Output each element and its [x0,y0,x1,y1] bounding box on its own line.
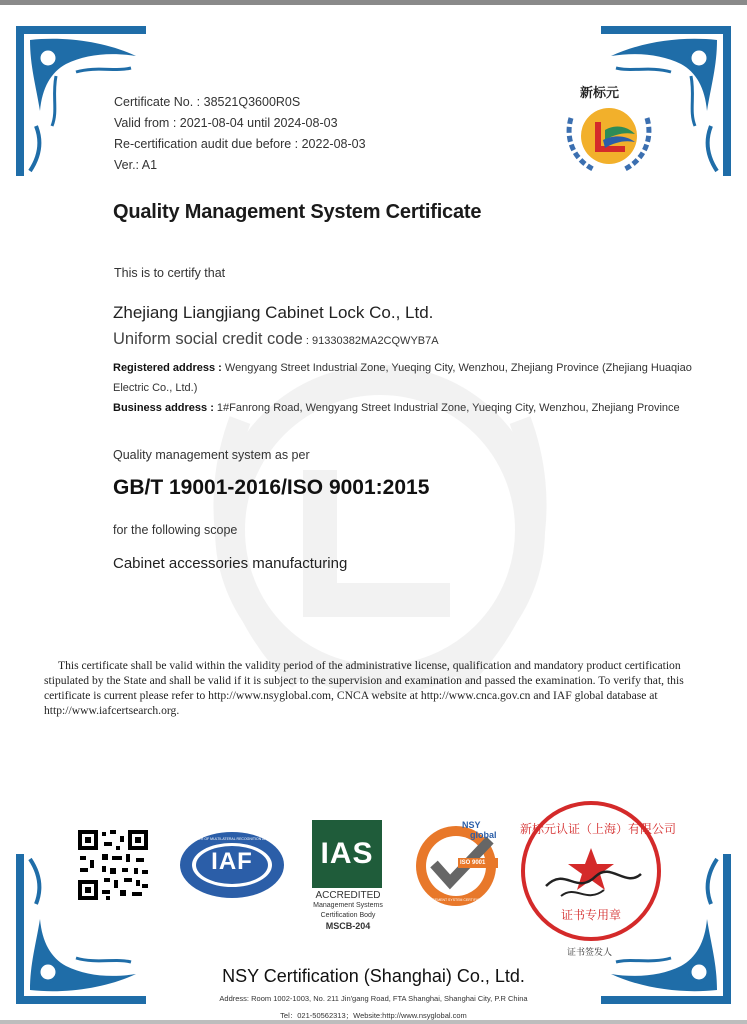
seal-ring-text: 新标元认证（上海）有限公司 [520,822,677,836]
credit-code-line [113,330,439,349]
nsy-ring-text: MANAGEMENT SYSTEM CERTIFICATION [422,898,490,902]
iaf-text: IAF [211,848,253,875]
bottom-border [0,1020,747,1024]
registered-address-value: Wengyang Street Industrial Zone, Yueqing City, Wenzhou, Zhejiang Province (Zhejiang Huaqiao Electric Co., Ltd.) [113,362,692,394]
ias-mark: IAS [312,820,382,888]
business-address [113,398,713,418]
credit-code-value: : 91330382MA2CQWYB7A [302,335,439,347]
issuer-name: NSY Certification (Shanghai) Co., Ltd. [222,966,525,986]
iaf-ring-text: MEMBER OF MULTILATERAL RECOGNITION ARRANGEMENT [188,837,290,841]
standard-number: GB/T 19001-2016/ISO 9001:2015 [113,476,430,499]
seal-bottom-text: 证书专用章 [560,908,621,922]
business-address-value: 1#Fanrong Road, Wengyang Street Industrial Zone, Yueqing City, Wenzhou, Zhejiang Province [213,402,680,414]
nsy-word: NSY [462,820,481,830]
nsy-iso: ISO 9001 [460,860,486,866]
certification-scope: Cabinet accessories manufacturing [113,555,348,572]
certificate-meta [114,92,366,176]
validity-notice: This certificate shall be valid within the validity period of the administrative license, qualification and mandatory product certification stipulated by the State and shall be valid if it is subject to the supervision and examination and passed the examination. To verify that, this certificate is current please refer to http://www.nsyglobal.com, CNCA website at http://www.cnca.gov.cn and IAF global database at http://www.iafcertsearch.org. [44,659,684,717]
signer-label: 证书签发人 [567,947,613,957]
ias-number: MSCB-204 [325,921,371,931]
certificate-number: Certificate No. : 38521Q3600R0S [114,95,301,109]
nsy-global: global [470,830,497,840]
brand-logo-text: 新标元 [580,85,620,100]
company-name: Zhejiang Liangjiang Cabinet Lock Co., Ltd. [113,303,434,322]
scope-intro: for the following scope [113,523,238,537]
ias-line-1: Management Systems [313,902,383,909]
ias-logo [312,820,384,931]
qms-as-per: Quality management system as per [113,448,310,462]
certificate-title: Quality Management System Certificate [113,201,482,223]
version: Ver.: A1 [114,158,158,172]
issuer-contact: Tel：021-50562313；Website:http://www.nsyglobal.com [280,1011,467,1020]
top-border [0,0,747,5]
ias-line-2: Certification Body [320,912,376,919]
credit-code-label: Uniform social credit code [113,330,303,348]
issuer-address: Address: Room 1002-1003, No. 211 Jin'gang Road, FTA Shanghai, Shanghai City, P.R China [219,994,528,1003]
registered-address-label: Registered address : [113,362,222,374]
recertification-date: Re-certification audit due before : 2022-08-03 [114,137,366,151]
official-seal [516,796,677,946]
ias-accredited: ACCREDITED [315,890,381,901]
validity-period: Valid from : 2021-08-04 until 2024-08-03 [114,116,338,130]
registered-address [113,358,713,398]
certify-text: This is to certify that [114,266,226,280]
business-address-label: Business address : [113,402,214,414]
qr-code [76,828,150,902]
